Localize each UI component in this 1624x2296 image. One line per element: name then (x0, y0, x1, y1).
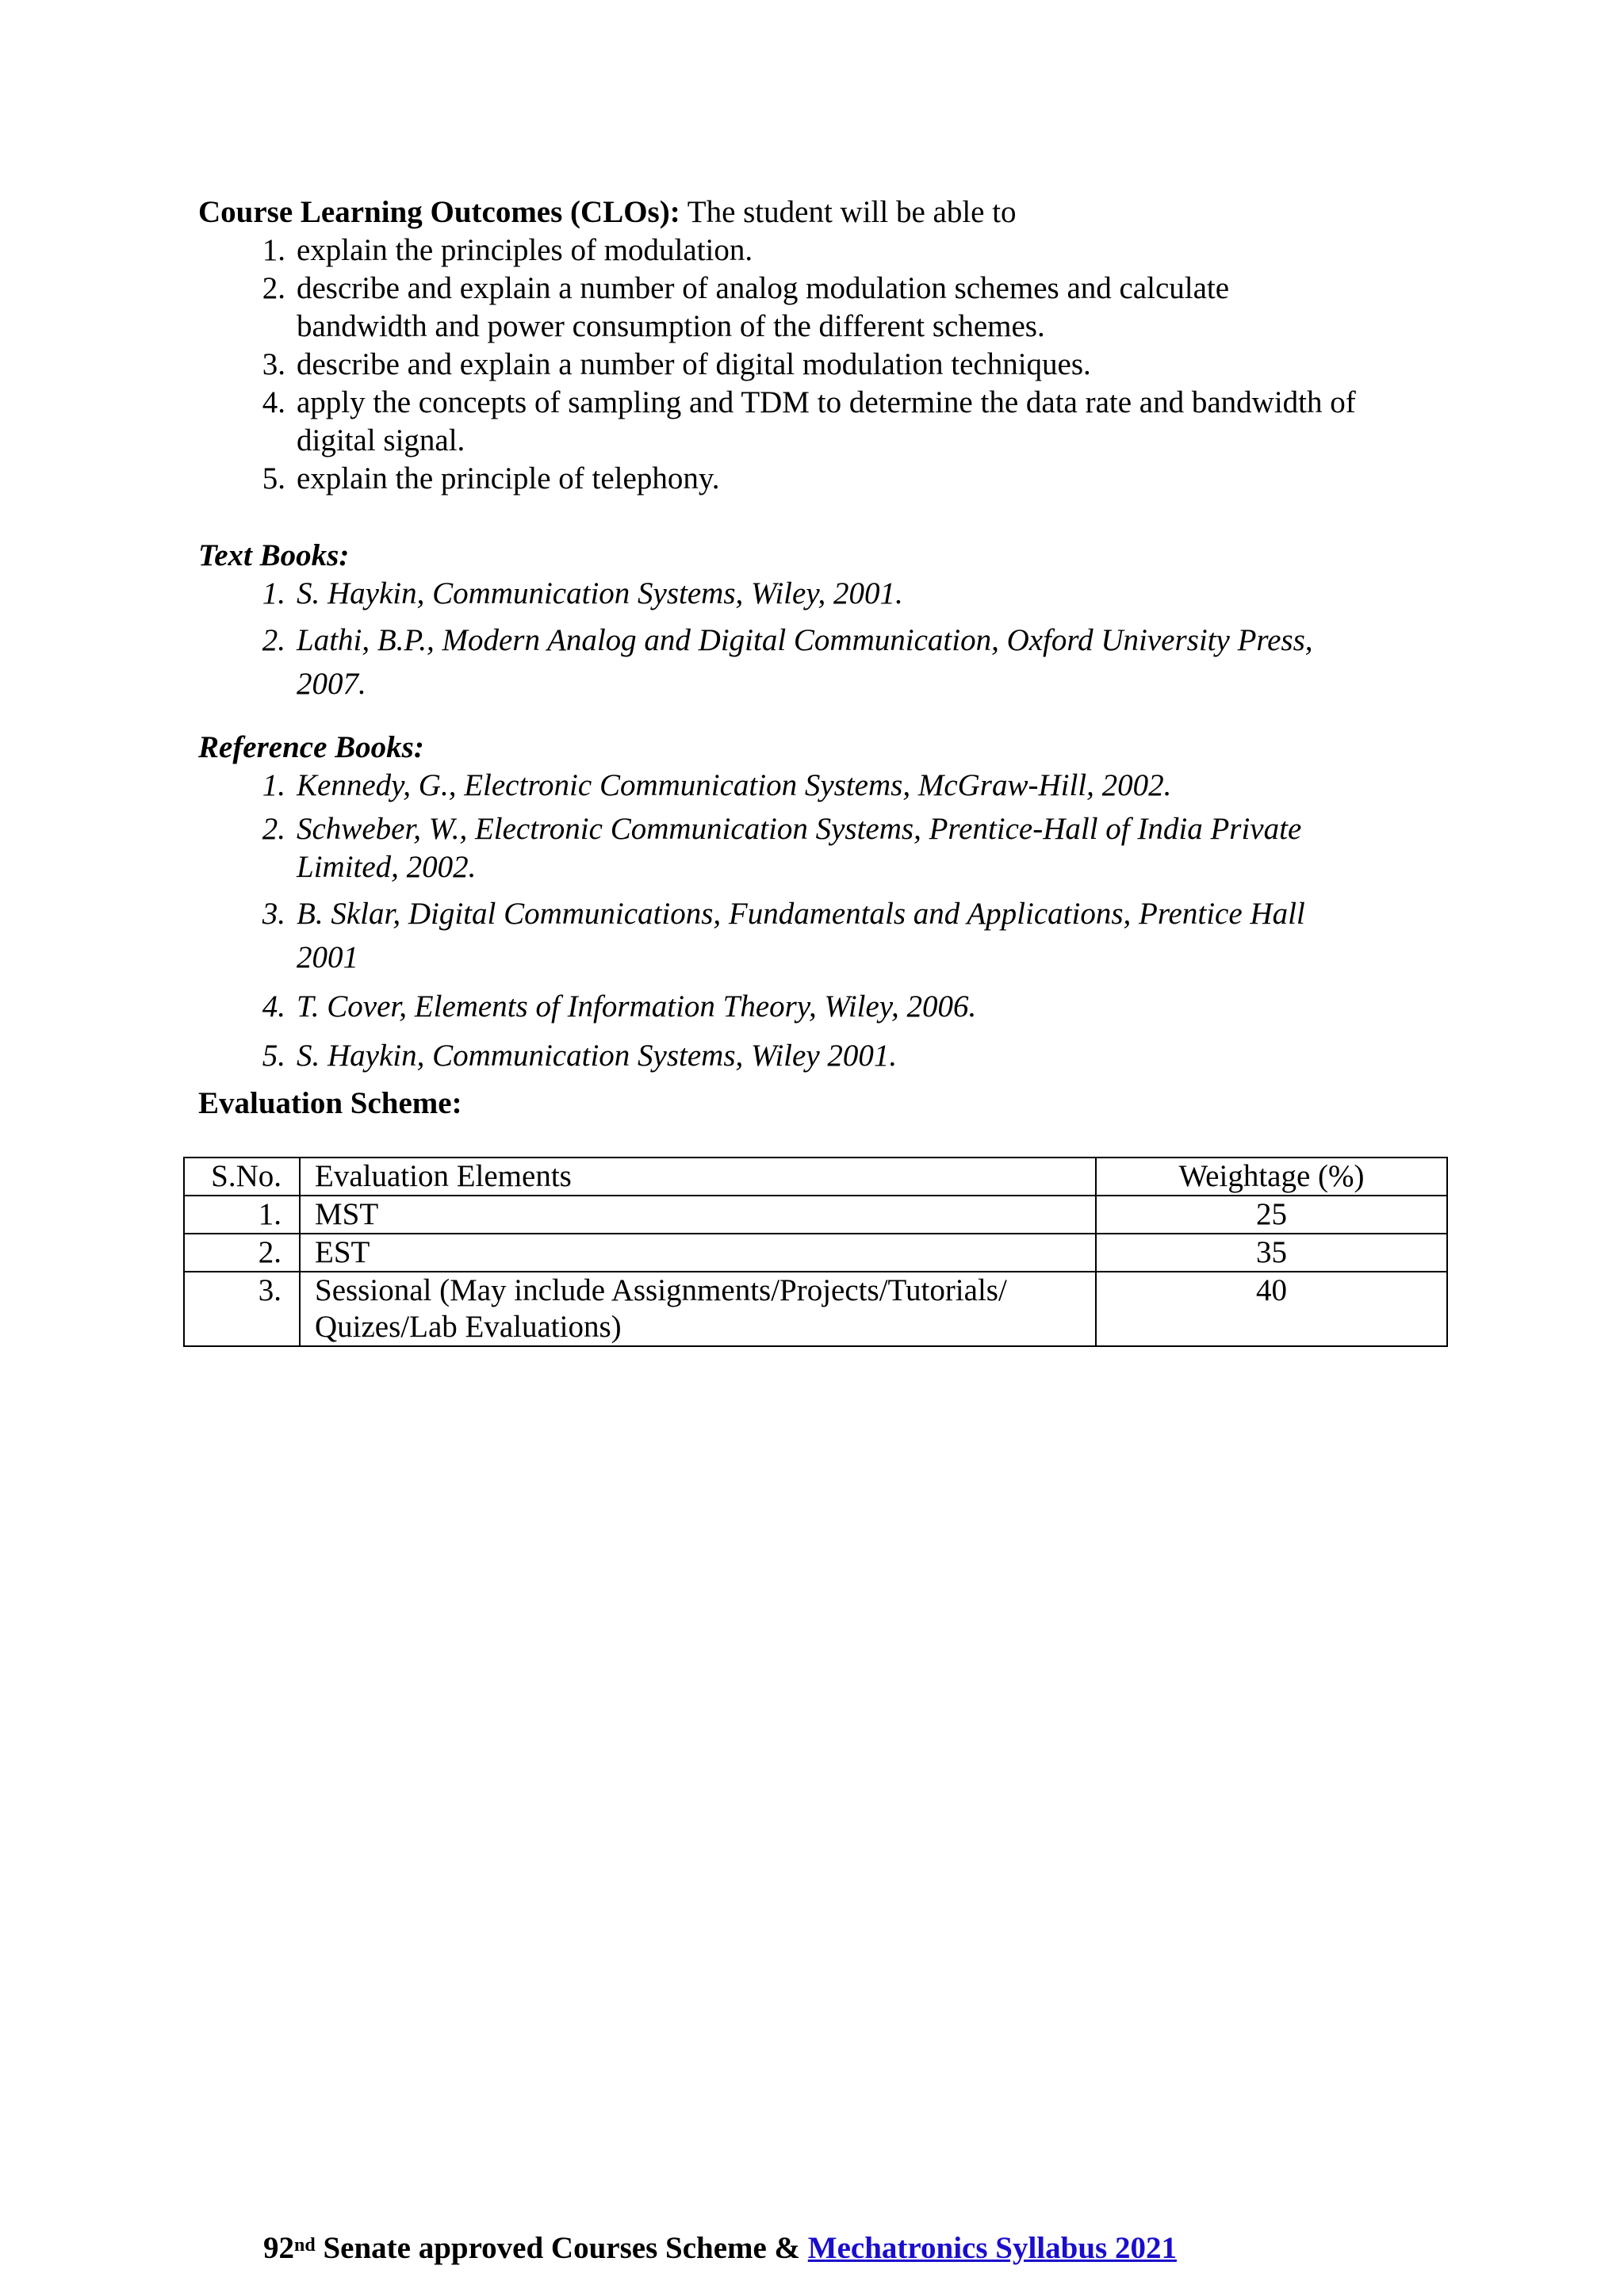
list-text: Lathi, B.P., Modern Analog and Digital Communication, Oxford University Press, (297, 623, 1313, 657)
row-weight: 40 (1096, 1272, 1447, 1346)
list-text: apply the concepts of sampling and TDM to determine the data rate and bandwidth of (297, 385, 1356, 419)
list-text: bandwidth and power consumption of the different schemes. (297, 309, 1045, 343)
main-content (198, 193, 1451, 1083)
list-item (198, 346, 1451, 384)
list-number: 5. (262, 1039, 285, 1073)
list-text: B. Sklar, Digital Communications, Fundamentals and Applications, Prentice Hall (297, 897, 1305, 931)
row-element (300, 1272, 1096, 1346)
row-element-line: Sessional (May include Assignments/Projects/Tutorials/ (315, 1273, 1007, 1307)
reference-books-heading: Reference Books: (198, 730, 424, 764)
row-weight: 35 (1096, 1234, 1447, 1272)
row-sno: 2. (184, 1234, 300, 1272)
list-text: Kennedy, G., Electronic Communication Systems, McGraw-Hill, 2002. (297, 768, 1172, 802)
row-weight: 25 (1096, 1196, 1447, 1234)
table-row (184, 1272, 1447, 1346)
list-item (198, 1034, 1451, 1077)
list-text: 2001 (297, 940, 358, 974)
column-header-weightage: Weightage (%) (1096, 1158, 1447, 1196)
list-number: 2. (262, 623, 285, 657)
evaluation-table (183, 1157, 1448, 1347)
list-item (198, 460, 1451, 498)
list-item (198, 384, 1451, 460)
list-text: T. Cover, Elements of Information Theory, Wiley, 2006. (297, 989, 977, 1024)
column-header-elements: Evaluation Elements (300, 1158, 1096, 1196)
list-number: 2. (262, 812, 285, 846)
reference-books-list (198, 767, 1451, 1077)
list-text: 2007. (297, 667, 366, 701)
row-element: EST (300, 1234, 1096, 1272)
list-item (198, 618, 1451, 706)
list-text: digital signal. (297, 423, 465, 457)
list-number: 2. (262, 271, 285, 305)
footer-text: Senate approved Courses Scheme & (315, 2231, 808, 2265)
list-item (198, 270, 1451, 346)
evaluation-heading: Evaluation Scheme: (198, 1086, 462, 1120)
list-number: 5. (262, 461, 285, 496)
list-number: 4. (262, 385, 285, 419)
list-number: 1. (262, 768, 285, 802)
list-text: S. Haykin, Communication Systems, Wiley, 2001. (297, 576, 903, 610)
clo-heading: Course Learning Outcomes (CLOs): (198, 195, 680, 229)
text-books-list (198, 575, 1451, 706)
row-sno: 1. (184, 1196, 300, 1234)
clo-list (198, 232, 1451, 498)
list-number: 4. (262, 989, 285, 1024)
footer-prefix: 92 (263, 2231, 294, 2265)
list-item (198, 810, 1451, 886)
footer-superscript: nd (294, 2235, 316, 2256)
table-row (184, 1234, 1447, 1272)
list-item (198, 575, 1451, 613)
list-item (198, 232, 1451, 270)
row-sno: 3. (184, 1272, 300, 1346)
clo-intro: The student will be able to (680, 195, 1017, 229)
clo-heading-line (198, 193, 1451, 232)
list-item (198, 767, 1451, 805)
row-element: MST (300, 1196, 1096, 1234)
list-item (198, 892, 1451, 979)
list-text: Limited, 2002. (297, 850, 477, 884)
list-text: explain the principles of modulation. (297, 233, 753, 267)
list-number: 3. (262, 897, 285, 931)
list-number: 1. (262, 233, 285, 267)
table-header-row (184, 1158, 1447, 1196)
list-item (198, 985, 1451, 1028)
list-text: Schweber, W., Electronic Communication Systems, Prentice-Hall of India Private (297, 812, 1302, 846)
list-text: explain the principle of telephony. (297, 461, 720, 496)
row-element-line: Quizes/Lab Evaluations) (315, 1310, 622, 1344)
page-footer (263, 2229, 1177, 2267)
list-text: describe and explain a number of analog modulation schemes and calculate (297, 271, 1230, 305)
list-text: S. Haykin, Communication Systems, Wiley 2001. (297, 1039, 898, 1073)
list-number: 1. (262, 576, 285, 610)
column-header-sno: S.No. (184, 1158, 300, 1196)
syllabus-link[interactable]: Mechatronics Syllabus 2021 (807, 2231, 1177, 2265)
list-number: 3. (262, 347, 285, 381)
list-text: describe and explain a number of digital modulation techniques. (297, 347, 1091, 381)
table-row (184, 1196, 1447, 1234)
text-books-heading: Text Books: (198, 538, 350, 572)
